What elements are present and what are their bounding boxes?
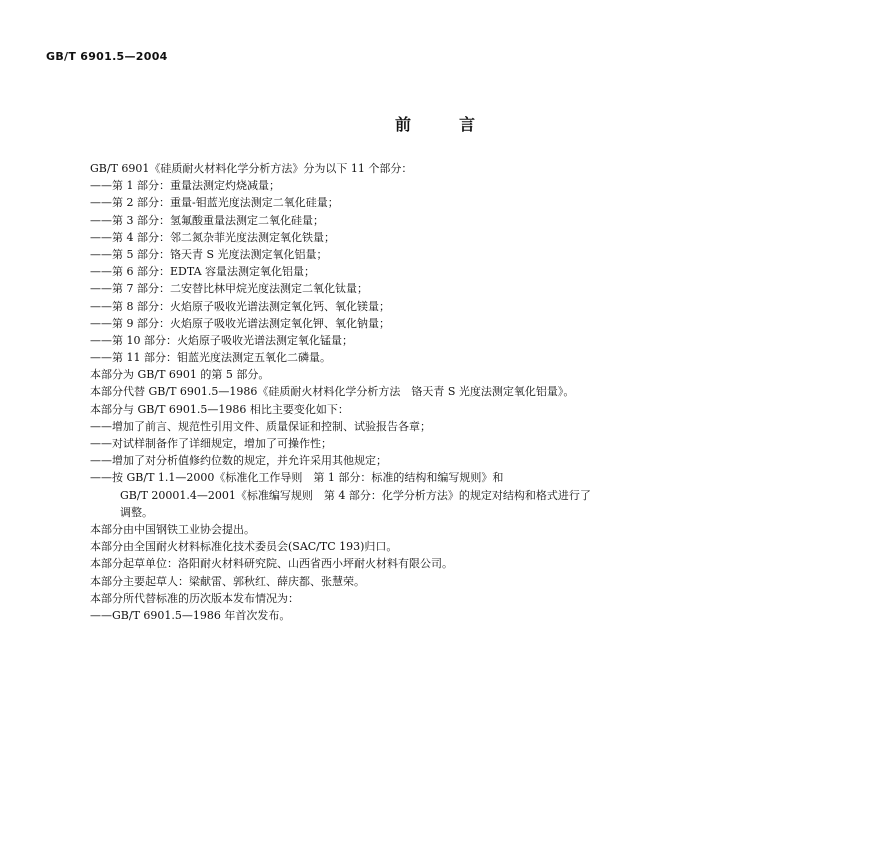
managed-by-statement: 本部分由全国耐火材料标准化技术委员会(SAC/TC 193)归口。 bbox=[90, 540, 398, 554]
part-list-item: ——第 9 部分：火焰原子吸收光谱法测定氧化钾、氧化钠量； bbox=[90, 316, 390, 330]
part-list-item: ——第 7 部分：二安替比林甲烷光度法测定二氧化钛量； bbox=[90, 282, 368, 296]
change-list-item-last-line3: 调整。 bbox=[120, 505, 153, 519]
part-list-item: ——第 6 部分：EDTA 容量法测定氧化铝量； bbox=[90, 265, 316, 279]
history-intro: 本部分所代替标准的历次版本发布情况为： bbox=[90, 591, 299, 605]
part-list-item: ——第 10 部分：火焰原子吸收光谱法测定氧化锰量； bbox=[90, 333, 353, 347]
part-list-item: ——第 3 部分：氢氟酸重量法测定二氧化硅量； bbox=[90, 213, 324, 227]
change-list-item: ——增加了对分析值修约位数的规定，并允许采用其他规定； bbox=[90, 454, 387, 468]
history-item: ——GB/T 6901.5—1986 年首次发布。 bbox=[90, 608, 291, 622]
drafting-units-statement: 本部分起草单位：洛阳耐火材料研究院、山西省西小坪耐火材料有限公司。 bbox=[90, 557, 453, 571]
changes-intro: 本部分与 GB/T 6901.5—1986 相比主要变化如下： bbox=[90, 402, 349, 416]
foreword-body bbox=[90, 160, 830, 624]
change-list-item: ——增加了前言、规范性引用文件、质量保证和控制、试验报告各章； bbox=[90, 419, 431, 433]
drafters-statement: 本部分主要起草人：梁献雷、郭秋红、薛庆都、张慧荣。 bbox=[90, 574, 365, 588]
part-list-item: ——第 4 部分：邻二氮杂菲光度法测定氧化铁量； bbox=[90, 230, 335, 244]
change-list-item-last-line2: GB/T 20001.4—2001《标准编写规则 第 4 部分：化学分析方法》的规定对结构和格式进行了 bbox=[120, 488, 591, 502]
replaces-statement: 本部分代替 GB/T 6901.5—1986《硅质耐火材料化学分析方法 铬天青 S 光度法测定氧化铝量》。 bbox=[90, 385, 575, 399]
intro-paragraph: GB/T 6901《硅质耐火材料化学分析方法》分为以下 11 个部分： bbox=[90, 162, 413, 175]
part-list-item: ——第 2 部分：重量-钼蓝光度法测定二氧化硅量； bbox=[90, 196, 339, 210]
change-list-item-last-line1: ——按 GB/T 1.1—2000《标准化工作导则 第 1 部分：标准的结构和编写规则》和 bbox=[90, 471, 504, 485]
part-list-item: ——第 5 部分：铬天青 S 光度法测定氧化铝量； bbox=[90, 247, 328, 261]
part-list-item: ——第 8 部分：火焰原子吸收光谱法测定氧化钙、氧化镁量； bbox=[90, 299, 390, 313]
page-title bbox=[0, 112, 870, 135]
title-char-2: 言 bbox=[459, 115, 476, 134]
proposed-by-statement: 本部分由中国钢铁工业协会提出。 bbox=[90, 522, 255, 536]
part-list-item: ——第 1 部分：重量法测定灼烧减量； bbox=[90, 179, 280, 193]
change-list-item: ——对试样制备作了详细规定，增加了可操作性； bbox=[90, 437, 332, 450]
is-part-statement: 本部分为 GB/T 6901 的第 5 部分。 bbox=[90, 368, 270, 382]
standard-code-header: GB/T 6901.5—2004 bbox=[46, 50, 168, 63]
part-list-item: ——第 11 部分：钼蓝光度法测定五氧化二磷量。 bbox=[90, 351, 331, 365]
title-char-1: 前 bbox=[394, 115, 411, 134]
